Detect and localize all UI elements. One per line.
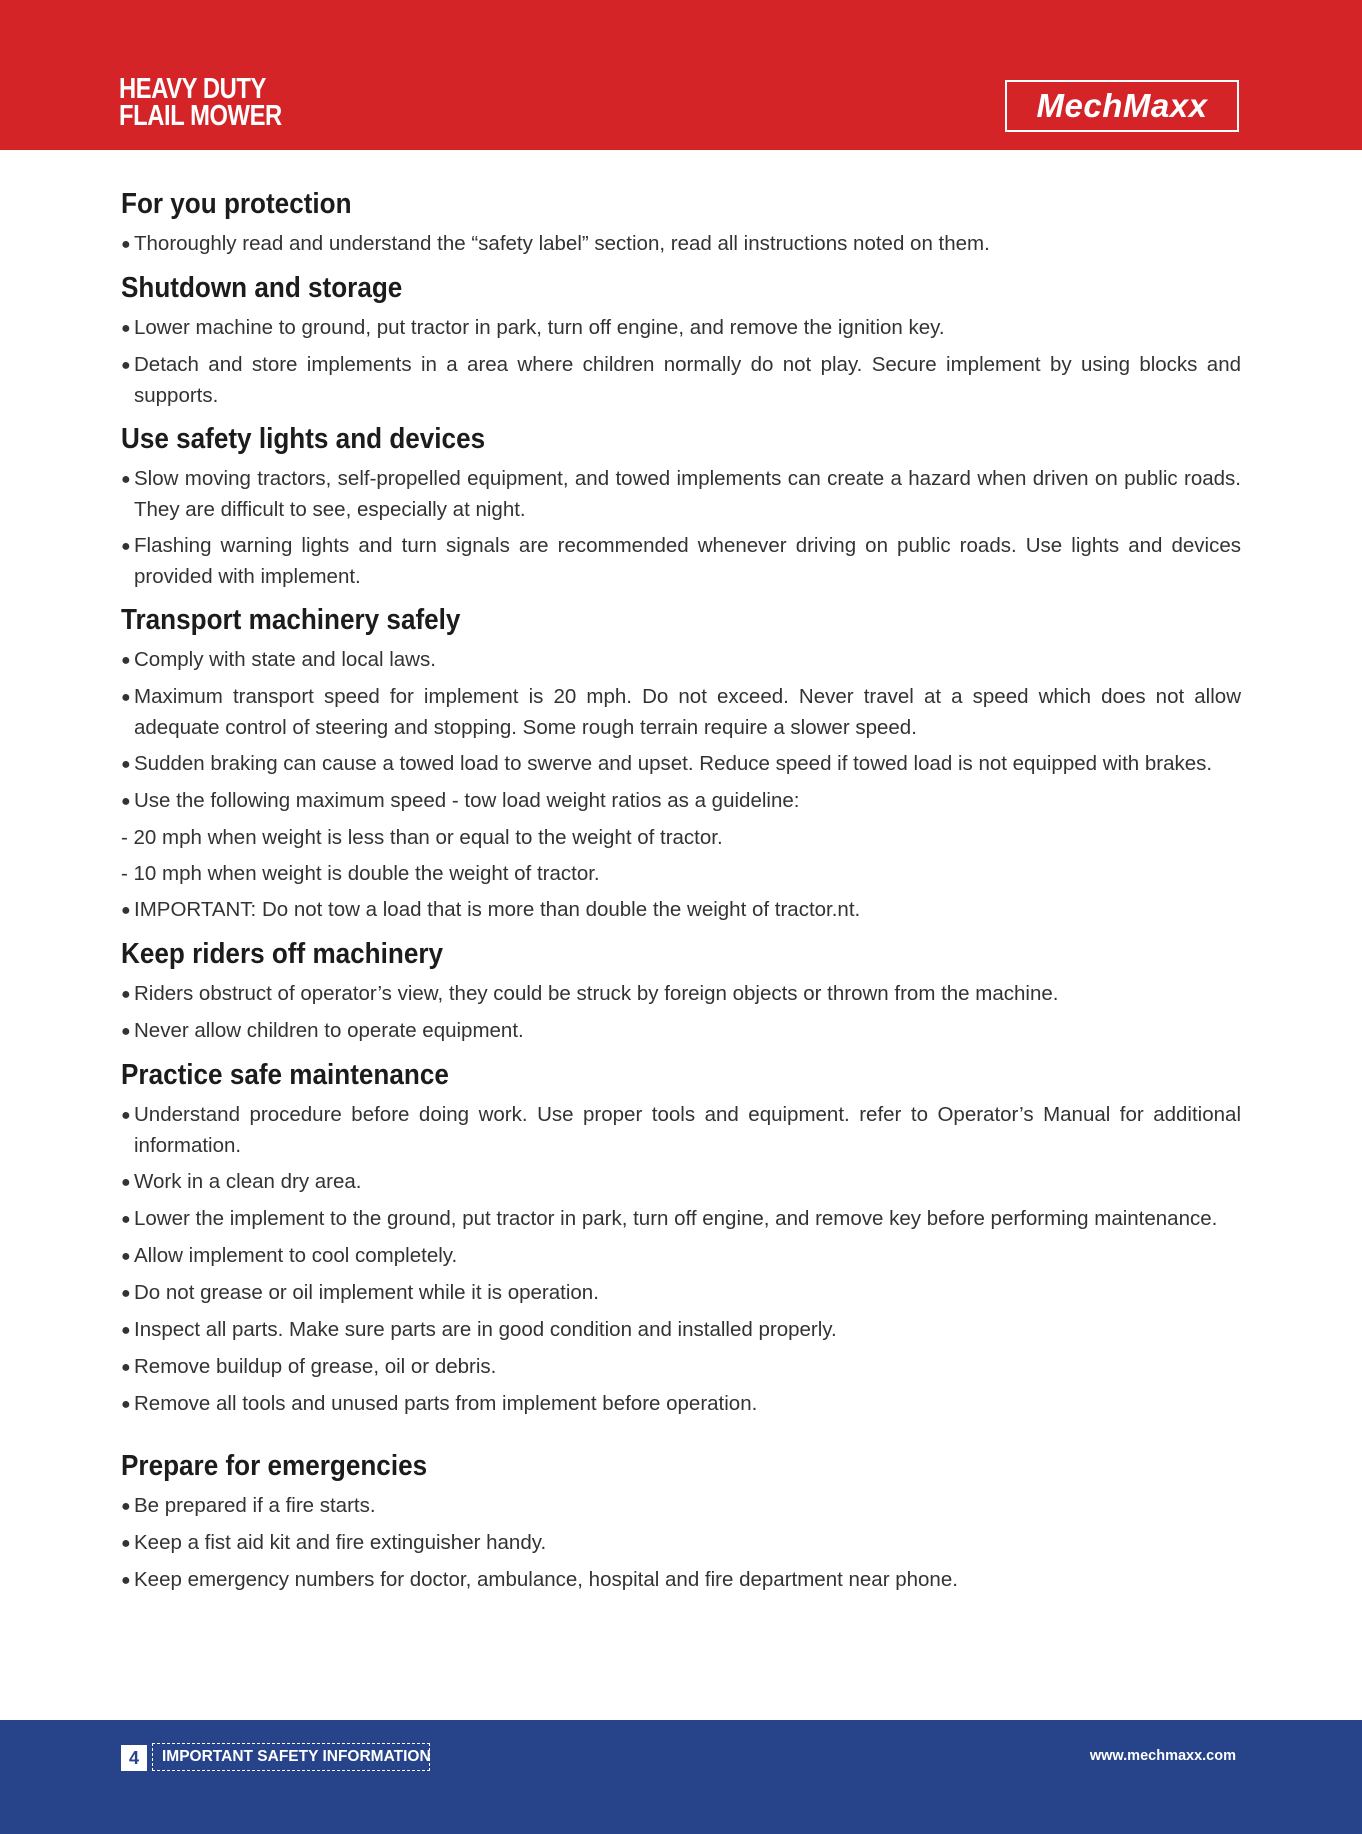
brand-logo <box>1005 80 1239 132</box>
bullet-icon: ● <box>121 793 131 810</box>
brand-name: MechMaxx <box>1036 87 1208 124</box>
list-item: ● Flashing warning lights and turn signals are recommended whenever driving on public roads. Use lights and devices provided with implement. <box>121 534 1241 588</box>
bullet-icon: ● <box>121 1023 131 1040</box>
bullet-icon: ● <box>121 1498 131 1515</box>
list-item: ● Allow implement to cool completely. <box>121 1241 1241 1272</box>
list-item: ● Maximum transport speed for implement is 20 mph. Do not exceed. Never travel at a speed which does not allow adequate control of steering and stopping. Some rough terrain require a slower speed. <box>121 685 1241 739</box>
bullet-icon: ● <box>121 471 131 488</box>
section-transport <box>121 602 1241 926</box>
bullet-icon: ● <box>121 320 131 337</box>
list-item-dash: - 10 mph when weight is double the weight of tractor. <box>121 862 600 885</box>
safety-content <box>121 186 1241 1606</box>
section-emergencies <box>121 1448 1241 1596</box>
bullet-icon: ● <box>121 236 131 253</box>
bullet-icon: ● <box>121 1359 131 1376</box>
bullet-icon: ● <box>121 902 131 919</box>
footer-website-link[interactable]: www.mechmaxx.com <box>1089 1748 1236 1764</box>
list-item: ● Never allow children to operate equipment. <box>121 1016 1241 1047</box>
list-item: ● Do not grease or oil implement while it is operation. <box>121 1278 1241 1309</box>
section-heading: Keep riders off machinery <box>121 938 444 970</box>
list-item: ● Detach and store implements in a area where children normally do not play. Secure implement by using blocks and supports. <box>121 353 1241 407</box>
section-protection <box>121 186 1241 260</box>
section-shutdown-storage <box>121 270 1241 411</box>
list-item: ● Lower the implement to the ground, put tractor in park, turn off engine, and remove key before performing maintenance. <box>121 1204 1241 1235</box>
product-title-line2: FLAIL MOWER <box>119 100 282 132</box>
list-item: ● Lower machine to ground, put tractor in park, turn off engine, and remove the ignition key. <box>121 313 1241 344</box>
bullet-icon: ● <box>121 1107 131 1124</box>
section-riders <box>121 936 1241 1047</box>
footer-section-label: IMPORTANT SAFETY INFORMATION <box>152 1743 430 1771</box>
list-item: ● Use the following maximum speed - tow load weight ratios as a guideline: <box>121 786 1241 817</box>
section-heading: Practice safe maintenance <box>121 1059 449 1091</box>
bullet-icon: ● <box>121 756 131 773</box>
list-item: ● Be prepared if a fire starts. <box>121 1491 1241 1522</box>
list-item: ● Keep emergency numbers for doctor, ambulance, hospital and fire department near phone. <box>121 1565 1241 1596</box>
list-item: ● Keep a fist aid kit and fire extinguisher handy. <box>121 1528 1241 1559</box>
list-item: ● Slow moving tractors, self-propelled equipment, and towed implements can create a hazard when driven on public roads. They are difficult to see, especially at night. <box>121 467 1241 521</box>
list-item: ● Thoroughly read and understand the “safety label” section, read all instructions noted on them. <box>121 229 1241 260</box>
bullet-icon: ● <box>121 689 131 706</box>
list-item: ● IMPORTANT: Do not tow a load that is more than double the weight of tractor.nt. <box>121 895 1241 926</box>
page-footer <box>0 1720 1362 1834</box>
list-item: ● Remove buildup of grease, oil or debris. <box>121 1352 1241 1383</box>
section-maintenance <box>121 1057 1241 1420</box>
section-heading: Prepare for emergencies <box>121 1450 428 1482</box>
section-heading: For you protection <box>121 188 352 220</box>
list-item: ● Sudden braking can cause a towed load to swerve and upset. Reduce speed if towed load is not equipped with brakes. <box>121 749 1241 780</box>
bullet-icon: ● <box>121 1572 131 1589</box>
list-item: ● Remove all tools and unused parts from implement before operation. <box>121 1389 1241 1420</box>
bullet-icon: ● <box>121 1285 131 1302</box>
section-safety-lights <box>121 421 1241 592</box>
page-header <box>0 0 1362 150</box>
list-item: ● Work in a clean dry area. <box>121 1167 1241 1198</box>
bullet-icon: ● <box>121 1211 131 1228</box>
bullet-icon: ● <box>121 538 131 555</box>
page-number: 4 <box>121 1745 147 1771</box>
bullet-icon: ● <box>121 1396 131 1413</box>
bullet-icon: ● <box>121 986 131 1003</box>
bullet-icon: ● <box>121 1174 131 1191</box>
bullet-icon: ● <box>121 1322 131 1339</box>
list-item: ● Understand procedure before doing work. Use proper tools and equipment. refer to Operator’s Manual for additional information. <box>121 1103 1241 1157</box>
section-heading: Transport machinery safely <box>121 604 461 636</box>
list-item: ● Inspect all parts. Make sure parts are in good condition and installed properly. <box>121 1315 1241 1346</box>
section-heading: Use safety lights and devices <box>121 423 486 455</box>
list-item: ● Riders obstruct of operator’s view, they could be struck by foreign objects or thrown from the machine. <box>121 979 1241 1010</box>
bullet-icon: ● <box>121 1248 131 1265</box>
product-title-line1: HEAVY DUTY <box>119 73 266 105</box>
list-item-dash: - 20 mph when weight is less than or equal to the weight of tractor. <box>121 826 723 849</box>
list-item: ● Comply with state and local laws. <box>121 645 1241 676</box>
product-title <box>119 73 282 132</box>
bullet-icon: ● <box>121 652 131 669</box>
bullet-icon: ● <box>121 357 131 374</box>
section-heading: Shutdown and storage <box>121 272 403 304</box>
bullet-icon: ● <box>121 1535 131 1552</box>
